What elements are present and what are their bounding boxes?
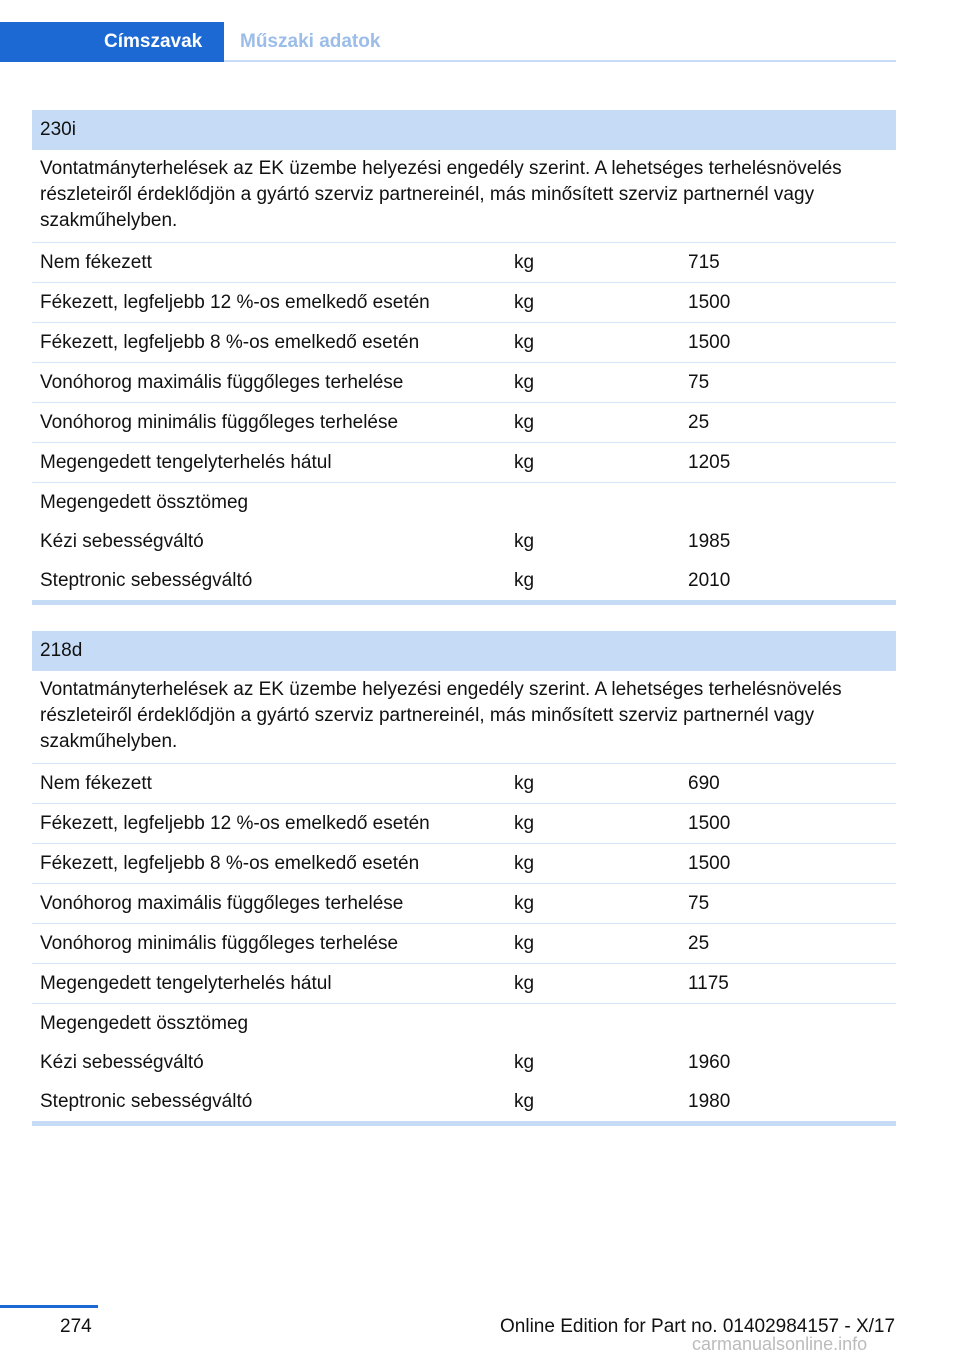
row-label: Vonóhorog minimális függőleges terhelése	[40, 933, 399, 954]
footer-accent-line	[0, 1305, 98, 1308]
page-number: 274	[60, 1316, 92, 1337]
row-value: 1175	[688, 973, 729, 994]
table-row	[32, 443, 896, 483]
section-end-rule	[32, 600, 896, 605]
row-value: 75	[688, 372, 710, 393]
row-unit: kg	[514, 412, 535, 433]
table-row	[32, 243, 896, 283]
row-value: 1980	[688, 1091, 731, 1112]
row-unit: kg	[514, 452, 535, 473]
row-value: 25	[688, 933, 710, 954]
row-value: 1985	[688, 531, 731, 552]
section-description: Vontatmányterhelések az EK üzembe helyezési engedély szerint. A lehetséges terhelésnövelés részleteiről érdeklődjön a gyártó szerviz partnereinél, más minősített szerviz partnernél vagy szakműhelyben.	[32, 671, 896, 764]
row-unit: kg	[514, 292, 535, 313]
row-value: 1500	[688, 813, 731, 834]
row-label: Megengedett tengelyterhelés hátul	[40, 973, 332, 994]
row-unit: kg	[514, 570, 535, 591]
tab-underline	[224, 60, 896, 62]
table-row	[32, 363, 896, 403]
section-title: 230i	[32, 110, 896, 150]
watermark: carmanualsonline.info	[692, 1334, 868, 1354]
table-row	[32, 403, 896, 443]
row-unit: kg	[514, 813, 535, 834]
table-row	[32, 764, 896, 804]
row-unit: kg	[514, 973, 535, 994]
tab-technical-data[interactable]: Műszaki adatok	[240, 31, 381, 52]
table-row	[32, 1004, 896, 1043]
table-row	[32, 323, 896, 363]
table-row	[32, 283, 896, 323]
row-label: Vonóhorog maximális függőleges terhelése	[40, 372, 404, 393]
row-value: 1500	[688, 292, 731, 313]
row-unit: kg	[514, 531, 535, 552]
spec-section-230i	[32, 110, 896, 605]
row-unit: kg	[514, 1052, 535, 1073]
row-value: 690	[688, 773, 720, 794]
row-value: 2010	[688, 570, 731, 591]
row-label: Nem fékezett	[40, 773, 152, 794]
row-value: 715	[688, 252, 720, 273]
row-unit: kg	[514, 1091, 535, 1112]
row-unit: kg	[514, 853, 535, 874]
table-row	[32, 483, 896, 522]
row-label: Fékezett, legfeljebb 8 %-os emelkedő esetén	[40, 853, 420, 874]
section-end-rule	[32, 1121, 896, 1126]
row-label: Fékezett, legfeljebb 12 %-os emelkedő esetén	[40, 813, 430, 834]
row-value: 1500	[688, 853, 731, 874]
row-unit: kg	[514, 893, 535, 914]
table-row	[32, 924, 896, 964]
edition-note: Online Edition for Part no. 01402984157 - X/17	[500, 1316, 896, 1337]
row-value: 25	[688, 412, 710, 433]
row-label: Vonóhorog minimális függőleges terhelése	[40, 412, 399, 433]
row-value: 1500	[688, 332, 731, 353]
row-label: Steptronic sebességváltó	[40, 570, 253, 591]
row-label: Nem fékezett	[40, 252, 152, 273]
section-title: 218d	[32, 631, 896, 671]
table-row	[32, 1082, 896, 1121]
row-label: Megengedett össztömeg	[40, 492, 249, 513]
row-label: Megengedett össztömeg	[40, 1013, 249, 1034]
row-unit: kg	[514, 372, 535, 393]
row-label: Megengedett tengelyterhelés hátul	[40, 452, 332, 473]
tab-keywords[interactable]: Címszavak	[0, 22, 224, 62]
row-label: Kézi sebességváltó	[40, 531, 204, 552]
row-unit: kg	[514, 773, 535, 794]
top-navigation	[0, 0, 960, 62]
row-unit: kg	[514, 332, 535, 353]
row-value: 1205	[688, 452, 731, 473]
table-row	[32, 844, 896, 884]
table-row	[32, 561, 896, 600]
row-value: 1960	[688, 1052, 731, 1073]
spec-section-218d	[32, 631, 896, 1126]
table-row	[32, 964, 896, 1004]
row-label: Steptronic sebességváltó	[40, 1091, 253, 1112]
row-unit: kg	[514, 252, 535, 273]
row-label: Vonóhorog maximális függőleges terhelése	[40, 893, 404, 914]
row-unit: kg	[514, 933, 535, 954]
row-label: Fékezett, legfeljebb 12 %-os emelkedő esetén	[40, 292, 430, 313]
row-label: Kézi sebességváltó	[40, 1052, 204, 1073]
row-value: 75	[688, 893, 710, 914]
table-row	[32, 1043, 896, 1082]
table-row	[32, 884, 896, 924]
row-label: Fékezett, legfeljebb 8 %-os emelkedő esetén	[40, 332, 420, 353]
table-row	[32, 804, 896, 844]
section-description: Vontatmányterhelések az EK üzembe helyezési engedély szerint. A lehetséges terhelésnövelés részleteiről érdeklődjön a gyártó szerviz partnereinél, más minősített szerviz partnernél vagy szakműhelyben.	[32, 150, 896, 243]
table-row	[32, 522, 896, 561]
